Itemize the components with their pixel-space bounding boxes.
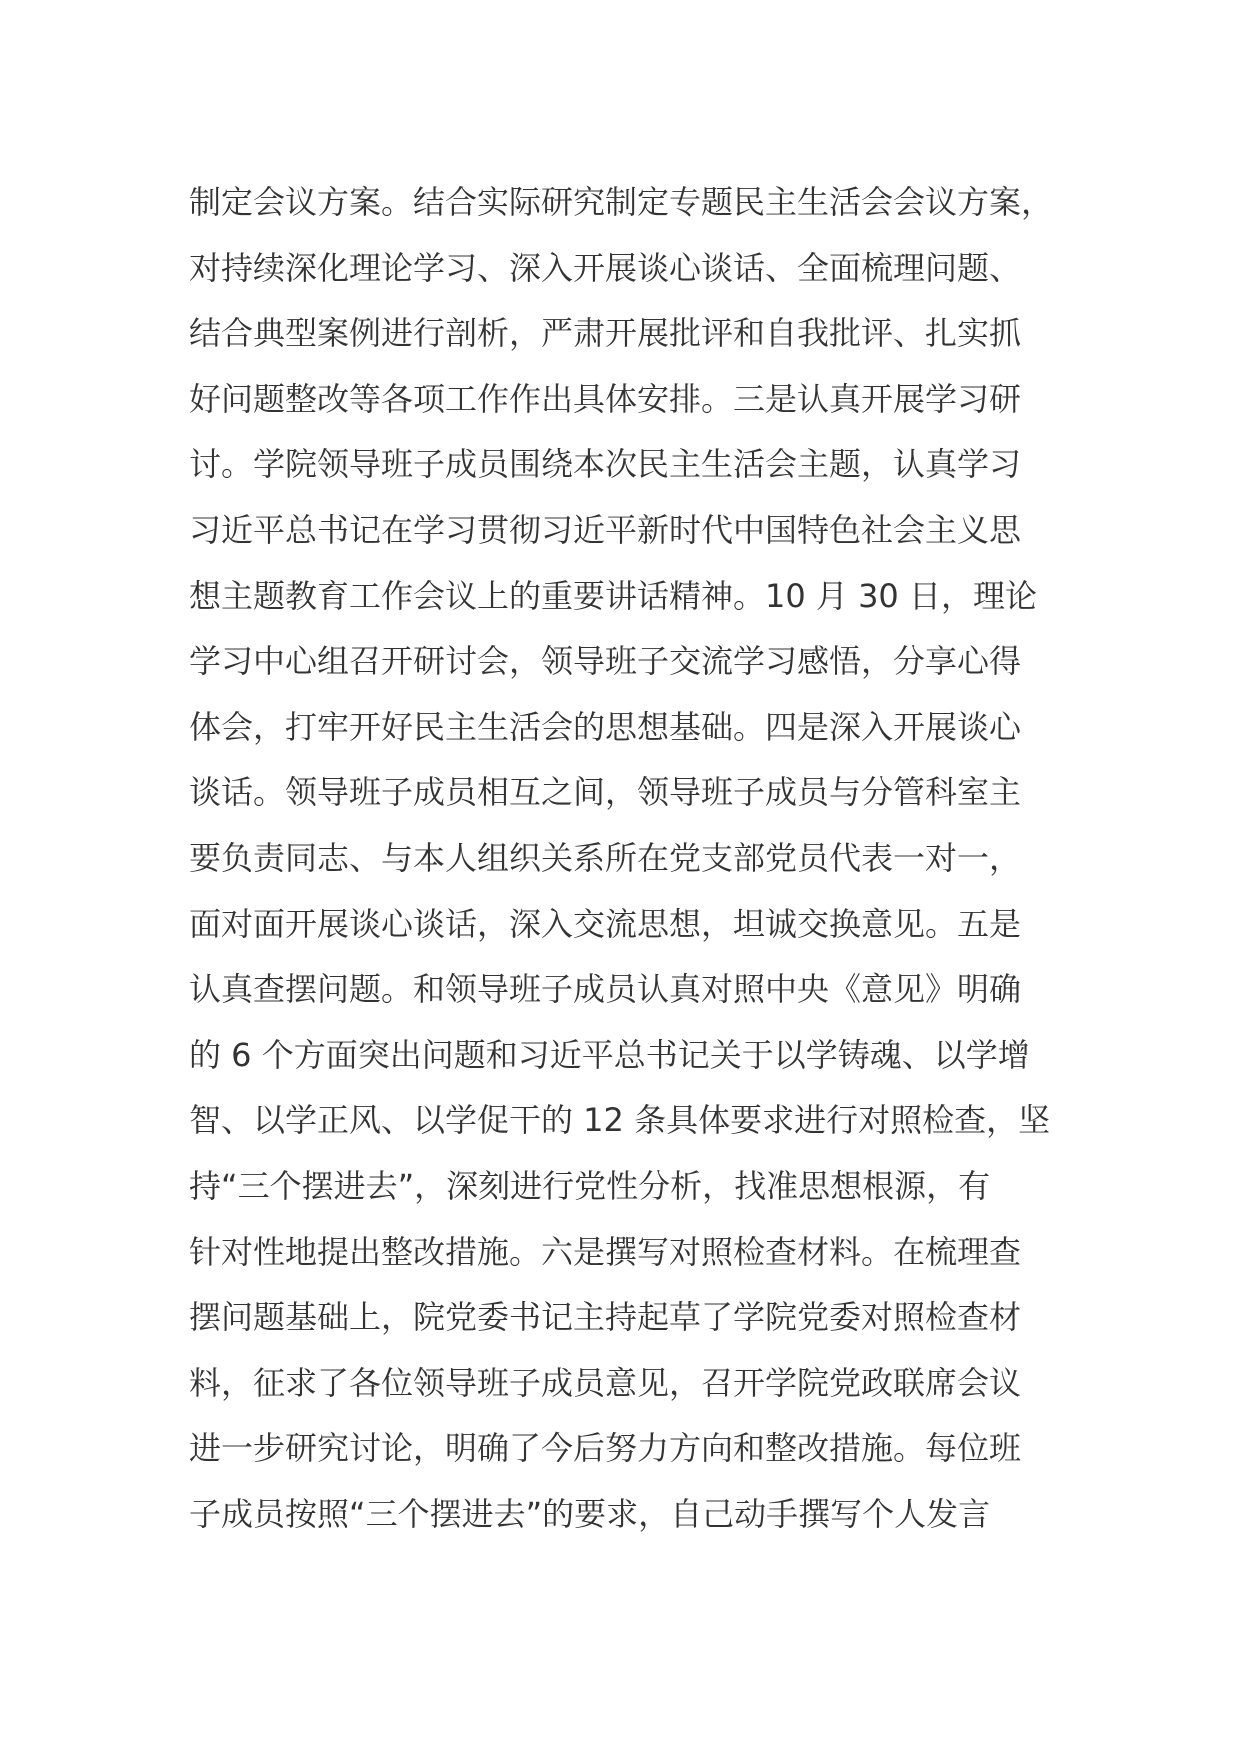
text-line: 摆问题基础上，院党委书记主持起草了学院党委对照检查材 bbox=[189, 1298, 1022, 1337]
text-line: 讨。学院领导班子成员围绕本次民主生活会主题，认真学习 bbox=[189, 445, 1022, 484]
text-line: 习近平总书记在学习贯彻习近平新时代中国特色社会主义思 bbox=[189, 510, 1022, 549]
text-line: 进一步研究讨论，明确了今后努力方向和整改措施。每位班 bbox=[189, 1429, 1022, 1468]
text-line: 持“三个摆进去”，深刻进行党性分析，找准思想根源，有 bbox=[189, 1166, 991, 1205]
text-line: 要负责同志、与本人组织关系所在党支部党员代表一对一， bbox=[189, 838, 1022, 877]
text-line: 制定会议方案。结合实际研究制定专题民主生活会会议方案， bbox=[189, 183, 1054, 221]
text-line: 针对性地提出整改措施。六是撰写对照检查材料。在梳理查 bbox=[189, 1232, 1022, 1271]
text-line: 学习中心组召开研讨会，领导班子交流学习感悟，分享心得 bbox=[189, 642, 1022, 681]
text-line: 的 6 个方面突出问题和习近平总书记关于以学铸魂、以学增 bbox=[189, 1035, 1030, 1074]
text-line: 想主题教育工作会议上的重要讲话精神。10 月 30 日，理论 bbox=[189, 576, 1037, 615]
text-line: 子成员按照“三个摆进去”的要求，自己动手撰写个人发言 bbox=[189, 1494, 991, 1533]
text-line: 面对面开展谈心谈话，深入交流思想，坦诚交换意见。五是 bbox=[189, 904, 1022, 943]
body-text bbox=[189, 170, 1069, 1547]
text-line: 料，征求了各位领导班子成员意见，召开学院党政联席会议 bbox=[189, 1363, 1022, 1402]
text-line: 好问题整改等各项工作作出具体安排。三是认真开展学习研 bbox=[189, 379, 1022, 418]
text-line: 结合典型案例进行剖析，严肃开展批评和自我批评、扎实抓 bbox=[189, 314, 1022, 353]
text-line: 对持续深化理论学习、深入开展谈心谈话、全面梳理问题、 bbox=[189, 248, 1022, 287]
text-line: 体会，打牢开好民主生活会的思想基础。四是深入开展谈心 bbox=[189, 707, 1022, 746]
text-line: 谈话。领导班子成员相互之间，领导班子成员与分管科室主 bbox=[189, 773, 1022, 812]
text-line: 认真查摆问题。和领导班子成员认真对照中央《意见》明确 bbox=[189, 970, 1022, 1009]
text-line: 智、以学正风、以学促干的 12 条具体要求进行对照检查，坚 bbox=[189, 1101, 1051, 1140]
